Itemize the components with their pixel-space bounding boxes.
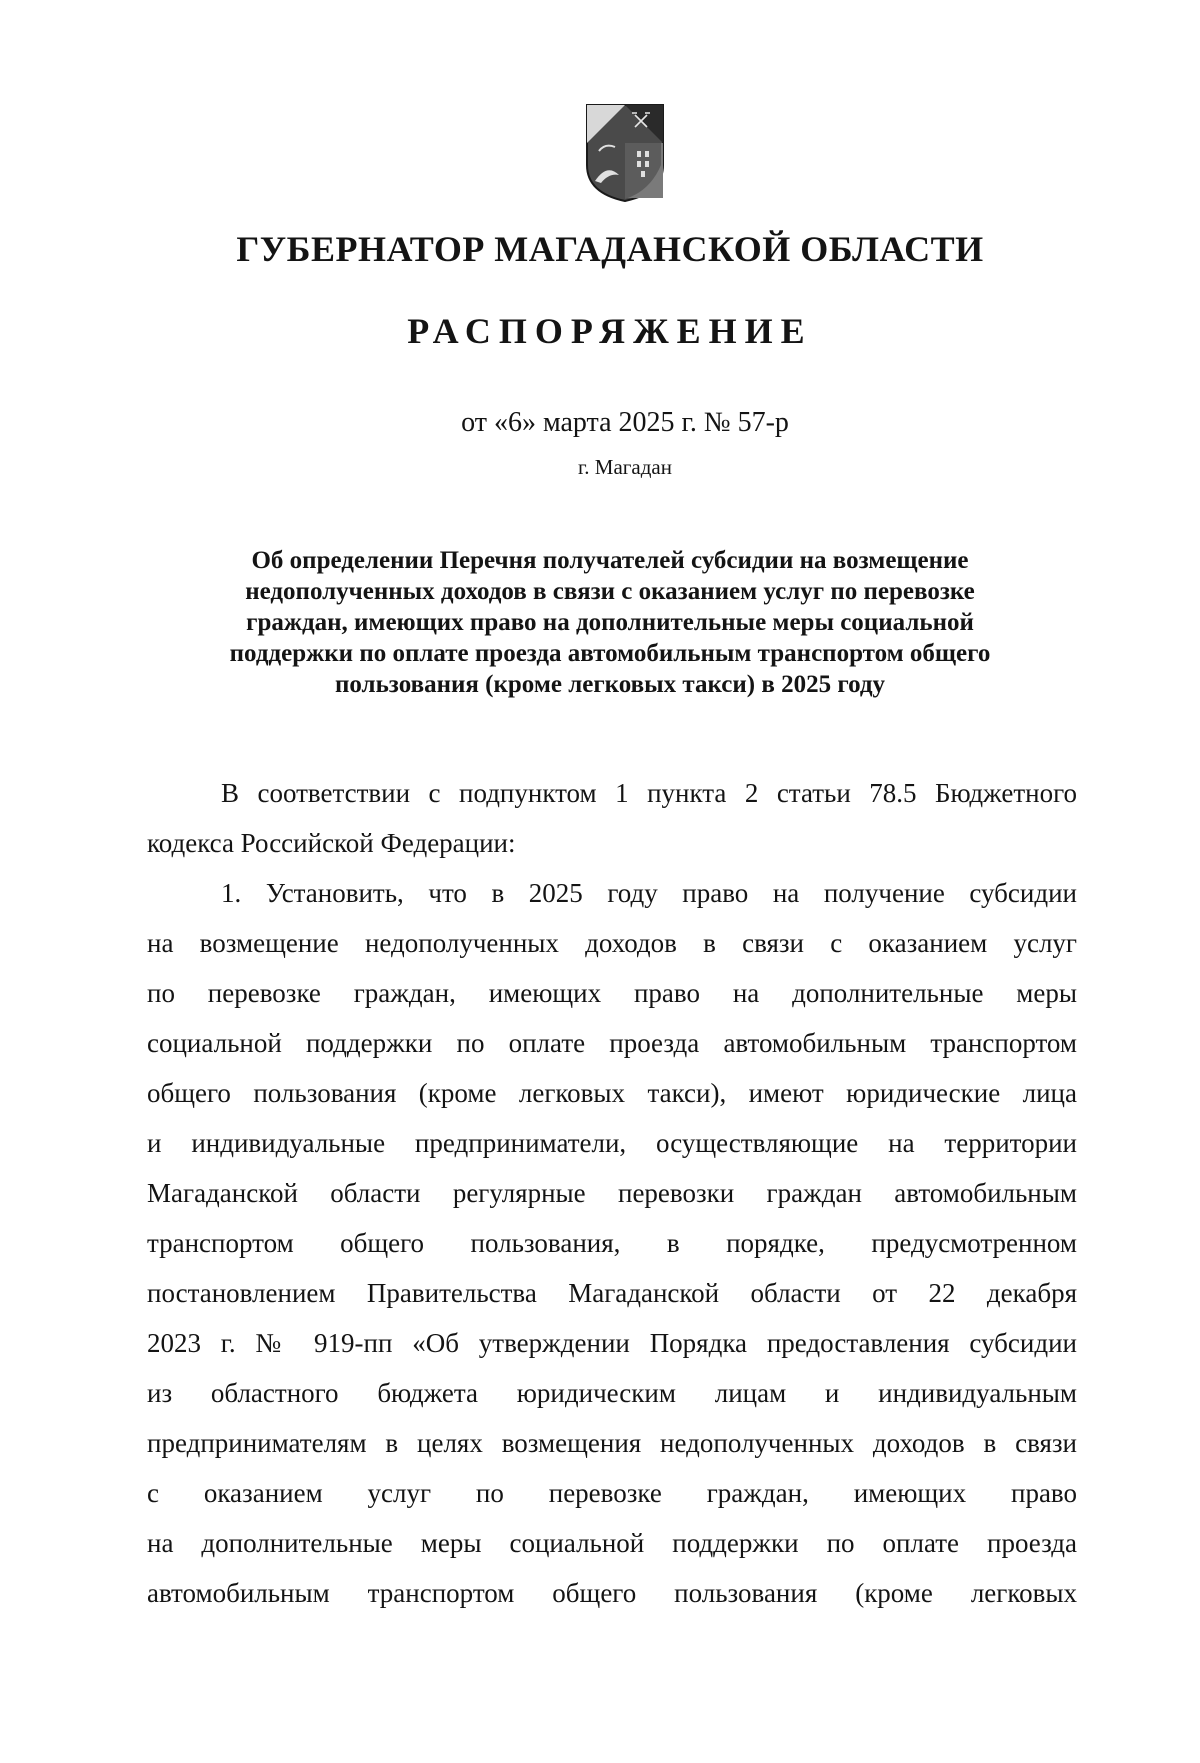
document-subject bbox=[150, 545, 1070, 700]
body-line: кодекса Российской Федерации: bbox=[147, 828, 516, 858]
subject-line: пользования (кроме легковых такси) в 2025 году bbox=[334, 671, 885, 698]
body-line: предпринимателям в целях возмещения недополученных доходов в связи bbox=[147, 1428, 1077, 1458]
document-type: РАСПОРЯЖЕНИЕ bbox=[407, 311, 813, 351]
body-line: по перевозке граждан, имеющих право на дополнительные меры bbox=[147, 978, 1077, 1008]
body-line: 1. Установить, что в 2025 году право на получение субсидии bbox=[221, 878, 1077, 908]
body-line: 2023 г. № 919-пп «Об утверждении Порядка предоставления субсидии bbox=[147, 1328, 1077, 1358]
city-line: г. Магадан bbox=[578, 455, 672, 479]
body-line: из областного бюджета юридическим лицам и индивидуальным bbox=[147, 1378, 1077, 1408]
subject-line: Об определении Перечня получателей субсидии на возмещение bbox=[251, 547, 969, 574]
document-body bbox=[147, 768, 1077, 1618]
subject-line: поддержки по оплате проезда автомобильным транспортом общего bbox=[229, 640, 991, 667]
body-line: с оказанием услуг по перевозке граждан, имеющих право bbox=[147, 1478, 1077, 1508]
body-line: общего пользования (кроме легковых такси), имеют юридические лица bbox=[147, 1078, 1077, 1108]
coat-of-arms-icon bbox=[585, 103, 665, 203]
body-line: автомобильным транспортом общего пользования (кроме легковых bbox=[147, 1578, 1077, 1608]
subject-line: граждан, имеющих право на дополнительные меры социальной bbox=[246, 609, 974, 636]
body-line: и индивидуальные предприниматели, осуществляющие на территории bbox=[147, 1128, 1077, 1158]
date-number-line: от «6» марта 2025 г. № 57-р bbox=[461, 407, 789, 438]
issuing-authority: ГУБЕРНАТОР МАГАДАНСКОЙ ОБЛАСТИ bbox=[236, 229, 984, 269]
body-line: на дополнительные меры социальной поддержки по оплате проезда bbox=[147, 1528, 1077, 1558]
body-line: Магаданской области регулярные перевозки граждан автомобильным bbox=[147, 1178, 1077, 1208]
body-line: транспортом общего пользования, в порядке, предусмотренном bbox=[147, 1228, 1077, 1258]
subject-line: недополученных доходов в связи с оказанием услуг по перевозке bbox=[245, 578, 975, 605]
body-line: социальной поддержки по оплате проезда автомобильным транспортом bbox=[147, 1028, 1077, 1058]
body-line: на возмещение недополученных доходов в связи с оказанием услуг bbox=[147, 928, 1077, 958]
body-line: постановлением Правительства Магаданской области от 22 декабря bbox=[147, 1278, 1077, 1308]
body-line: В соответствии с подпунктом 1 пункта 2 статьи 78.5 Бюджетного bbox=[221, 778, 1077, 808]
